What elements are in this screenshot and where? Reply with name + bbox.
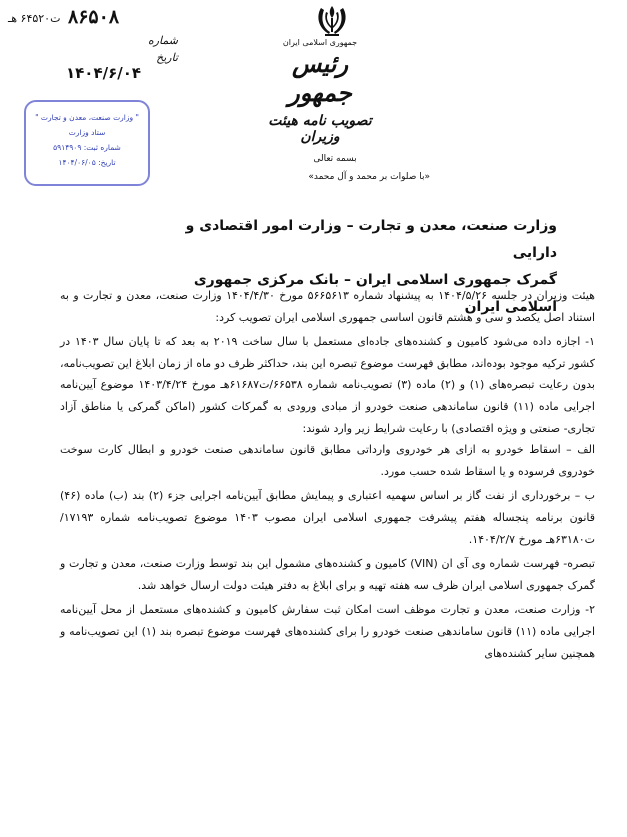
clause-1: ۱- اجازه داده می‌شود کامیون و کشنده‌های جاده‌ای مستعمل با سال ساخت ۲۰۱۹ به بعد که تا پایان سال ۱۴۰۳ در کشور ترکیه موجود بوده‌اند، مطابق فهرست موضوع تبصره این بند، حداکثر ظرف دو ماه از زمان ابلاغ این تصویب‌نامه، بدون رعایت تبصره‌های (۱) و (۲) ماده (۳) تصویب‌نامه شماره ۶۶۵۳۸/ت۶۱۶۸۷هـ مورخ ۱۴۰۳/۴/۲۴ موضوع آیین‌نامه اجرایی ماده (۱۱) قانون ساماندهی صنعت خودرو از مبادی ورودی به گمرکات کشور (اماکن گمرکی یا مناطق آزاد تجاری- صنعتی و ویژه اقتصادی) با رعایت شرایط زیر وارد شوند: [60, 335, 595, 435]
stamp-line-ministry: " وزارت صنعت، معدن و تجارت " [35, 113, 139, 122]
note-paragraph: تبصره- فهرست شماره وی آی ان (VIN) کامیون و کشنده‌های مشمول این بند توسط وزارت صنعت، معدن و تجارت و گمرک جمهوری اسلامی ایران ظرف سه هفته تهیه و برای ابلاغ به دفتر هیئت دولت ارسال خواهد شد. [60, 557, 595, 592]
cabinet-title: تصویب نامه هیئت وزیران [268, 113, 372, 145]
serial-number: ۸۶۵۰۸ [68, 6, 120, 28]
clause-1-a: الف – اسقاط خودرو به ازای هر خودروی وارداتی مطابق قانون ساماندهی صنعت خودرو و ابطال کارت سوخت خودروی فرسوده و یا اسقاط شده حسب مورد. [60, 443, 595, 478]
registration-stamp [24, 100, 150, 186]
iran-emblem-icon [312, 4, 352, 38]
stamp-line-number: شماره ثبت: ۵۹۱۴۹۰۹ [53, 143, 121, 152]
decree-body [60, 285, 595, 664]
stamp-line-office: ستاد وزارت [68, 128, 106, 137]
recipients-line-2: گمرک جمهوری اسلامی ایران – بانک مرکزی جمهوری اسلامی ایران [193, 272, 557, 315]
letter-meta [8, 34, 178, 82]
republic-name: جمهوری اسلامی ایران [282, 38, 358, 47]
clause-2: ۲- وزارت صنعت، معدن و تجارت موظف است امکان ثبت سفارش کامیون و کشنده‌های مستعمل از محل آیین‌نامه اجرایی ماده (۱۱) قانون ساماندهی صنعت خودرو را برای کشنده‌های فهرست موضوع تبصره بند (۱) این تصویب‌نامه و همچنین سایر کشنده‌های [60, 603, 595, 660]
date-value: ۱۴۰۴/۶/۰۴ [66, 64, 142, 82]
clause-1-b: ب – برخورداری از نفت گاز بر اساس سهمیه اعتباری و پیمایش مطابق آیین‌نامه اجرایی جزء (۲) بند (ب) ماده (۴۶) قانون برنامه پنجساله هفتم پیشرفت جمهوری اسلامی ایران مصوب ۱۴۰۳ موضوع تصویب‌نامه شماره ۱۷۱۹۳/ت۶۳۱۸۰هـ مورخ ۱۴۰۴/۲/۷. [60, 489, 595, 546]
date-label: تاریخ [156, 51, 178, 64]
bismillah: بسمه تعالی [313, 154, 357, 164]
president-title: رئیس جمهور [288, 49, 352, 107]
intro-paragraph: هیئت وزیران در جلسه ۱۴۰۴/۵/۲۶ به پیشنهاد شماره ۵۶۶۵۶۱۳ مورخ ۱۴۰۴/۴/۳۰ وزارت صنعت، معدن و تجارت و به استناد اصل یکصد و سی و هشتم قانون اساسی جمهوری اسلامی ایران تصویب کرد: [60, 289, 595, 324]
stamp-line-date: تاریخ: ۱۴۰۴/۰۶/۰۵ [58, 158, 116, 167]
emblem-graphic [312, 4, 352, 38]
number-label: شماره [147, 34, 178, 47]
letterhead [256, 38, 384, 145]
recipients-line-1: وزارت صنعت، معدن و تجارت – وزارت امور اقتصادی و دارایی [185, 218, 557, 261]
salawat: «با صلوات بر محمد و آل محمد» [308, 172, 430, 182]
serial-reference: ت۶۴۵۲۰ هـ [8, 12, 61, 25]
